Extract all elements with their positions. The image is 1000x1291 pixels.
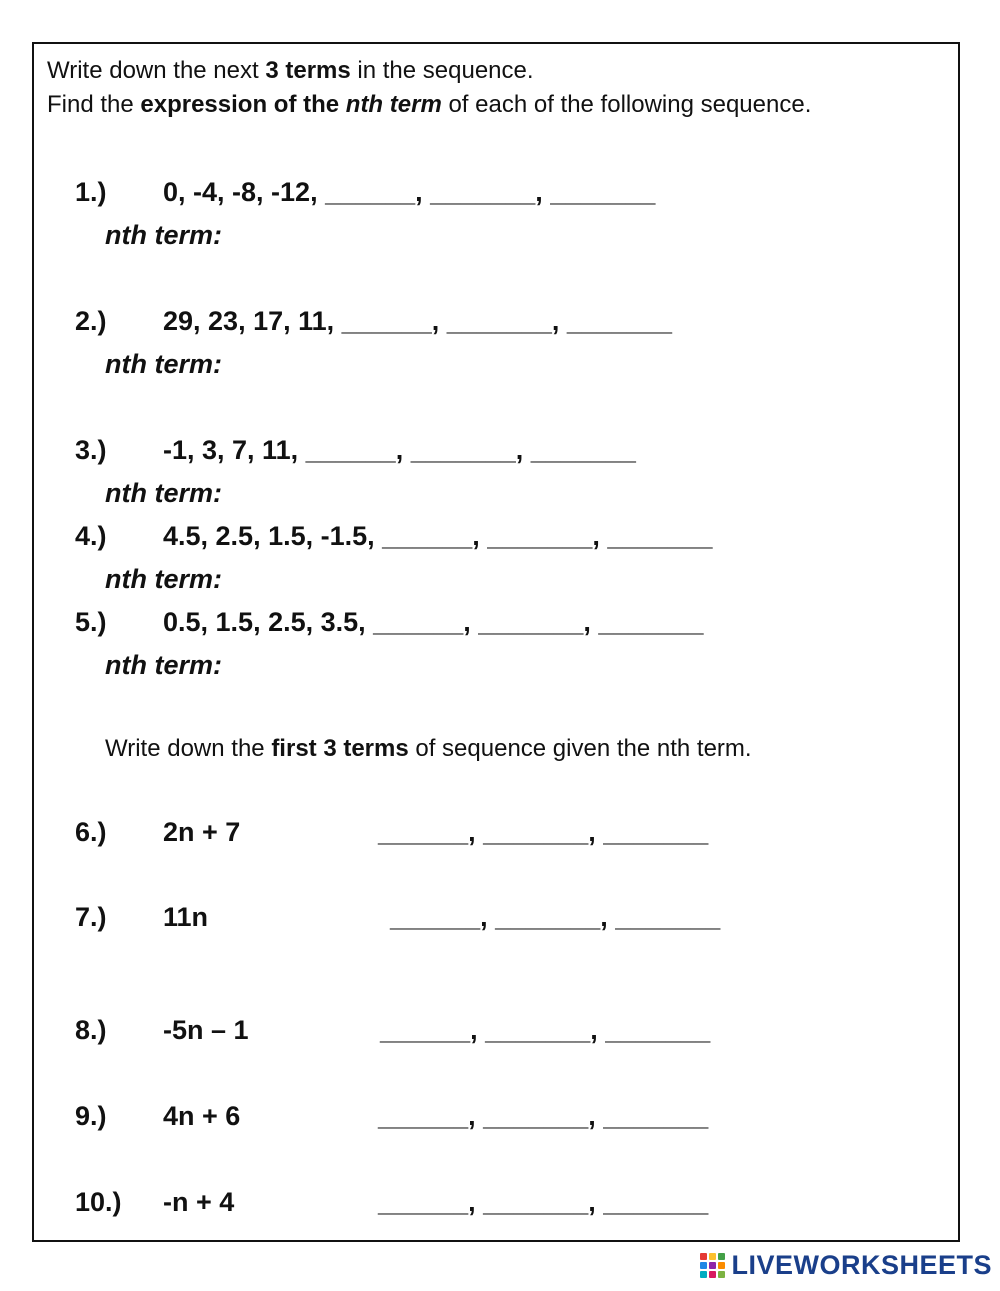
sequence-text[interactable]: 29, 23, 17, 11, ______, _______, _______ xyxy=(163,306,672,336)
instruction-line-1 xyxy=(47,57,534,85)
instruction-text: in the sequence. xyxy=(350,57,534,84)
question-number: 2.) xyxy=(75,306,107,336)
part2-instruction xyxy=(105,735,752,763)
nth-term-label: nth term: xyxy=(105,220,222,250)
logo-square xyxy=(700,1262,707,1269)
liveworksheets-logo-icon xyxy=(700,1253,725,1278)
logo-square xyxy=(718,1253,725,1260)
question-number: 9.) xyxy=(75,1101,107,1131)
instruction-text: Find the xyxy=(47,91,141,118)
answer-blanks[interactable]: ______, _______, _______ xyxy=(390,902,721,932)
question-number: 10.) xyxy=(75,1187,122,1217)
nth-term-label: nth term: xyxy=(105,564,222,594)
instruction-line-2 xyxy=(47,91,811,119)
answer-blanks[interactable]: ______, _______, _______ xyxy=(378,1101,709,1131)
question-number: 5.) xyxy=(75,607,107,637)
instruction-text: Write down the xyxy=(105,735,272,762)
nth-term-expression: 4n + 6 xyxy=(163,1101,241,1131)
instruction-bold: first 3 terms xyxy=(271,735,409,762)
nth-term-label: nth term: xyxy=(105,478,222,508)
logo-square xyxy=(718,1271,725,1278)
nth-term-label: nth term: xyxy=(105,349,222,379)
question-number: 6.) xyxy=(75,817,107,847)
logo-square xyxy=(700,1253,707,1260)
answer-blanks[interactable]: ______, _______, _______ xyxy=(378,817,709,847)
sequence-text[interactable]: 4.5, 2.5, 1.5, -1.5, ______, _______, _______ xyxy=(163,521,713,551)
liveworksheets-logo[interactable] xyxy=(700,1249,992,1281)
logo-text: LIVEWORKSHEETS xyxy=(731,1249,992,1280)
instruction-bold: 3 terms xyxy=(265,57,351,84)
nth-term-label: nth term: xyxy=(105,650,222,680)
sequence-text[interactable]: -1, 3, 7, 11, ______, _______, _______ xyxy=(163,435,636,465)
instruction-bold: expression of the xyxy=(140,91,346,118)
instruction-text: of sequence given the nth term. xyxy=(408,735,752,762)
logo-square xyxy=(709,1262,716,1269)
question-number: 3.) xyxy=(75,435,107,465)
answer-blanks[interactable]: ______, _______, _______ xyxy=(378,1187,709,1217)
question-number: 4.) xyxy=(75,521,107,551)
answer-blanks[interactable]: ______, _______, _______ xyxy=(380,1015,711,1045)
nth-term-expression: -5n – 1 xyxy=(163,1015,249,1045)
instruction-text: of each of the following sequence. xyxy=(441,91,812,118)
logo-square xyxy=(709,1253,716,1260)
instruction-text: Write down the next xyxy=(47,57,266,84)
nth-term-expression: 2n + 7 xyxy=(163,817,241,847)
logo-square xyxy=(709,1271,716,1278)
question-number: 7.) xyxy=(75,902,107,932)
sequence-text[interactable]: 0, -4, -8, -12, ______, _______, _______ xyxy=(163,177,656,207)
nth-term-expression: -n + 4 xyxy=(163,1187,235,1217)
sequence-text[interactable]: 0.5, 1.5, 2.5, 3.5, ______, _______, _______ xyxy=(163,607,704,637)
instruction-bold-italic: nth term xyxy=(345,91,442,118)
logo-square xyxy=(718,1262,725,1269)
question-number: 8.) xyxy=(75,1015,107,1045)
logo-square xyxy=(700,1271,707,1278)
nth-term-expression: 11n xyxy=(163,902,209,932)
question-number: 1.) xyxy=(75,177,107,207)
